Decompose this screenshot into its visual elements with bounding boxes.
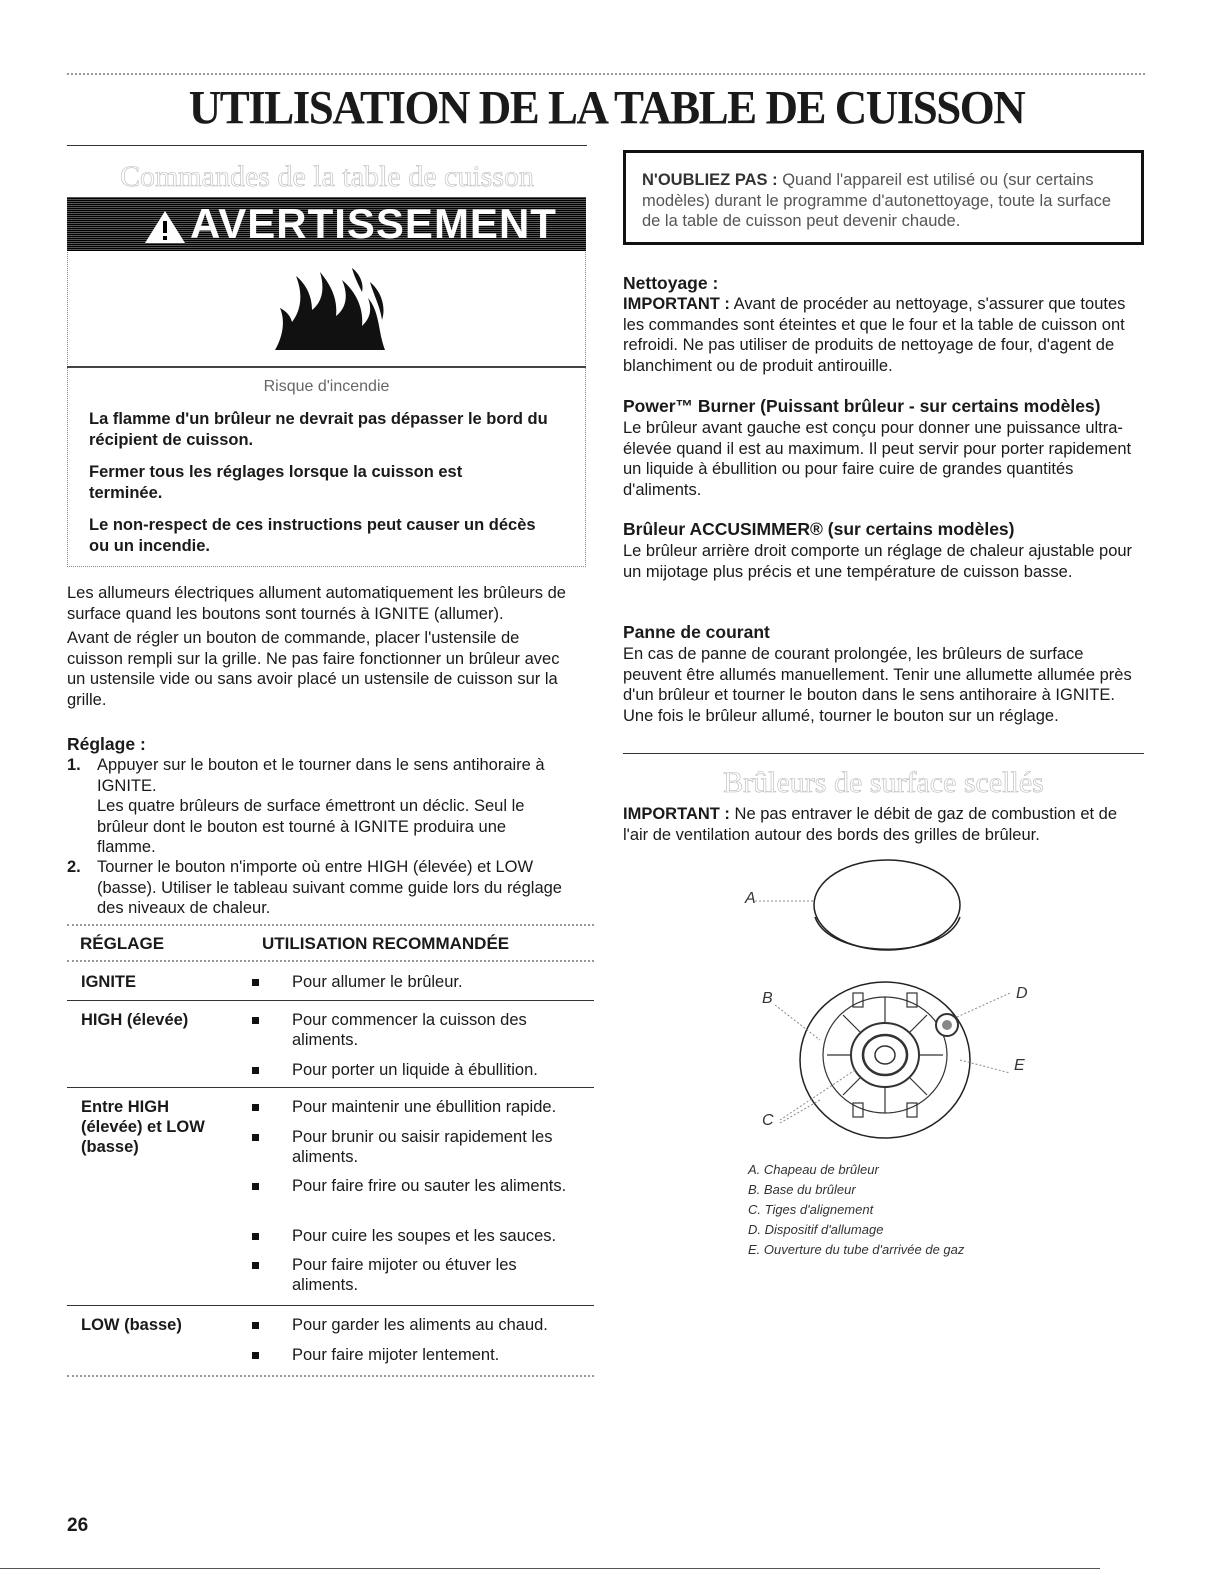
warning-triangle-icon	[144, 210, 186, 244]
table-header-utilisation: UTILISATION RECOMMANDÉE	[262, 934, 510, 953]
step-2-text: Tourner le bouton n'importe où entre HIGH (élevée) et LOW (basse). Utiliser le tableau suivant comme guide lors du réglage des niveaux de chaleur.	[97, 858, 562, 917]
fig-label-b: B	[762, 990, 773, 1007]
bottom-rule	[0, 1568, 1100, 1569]
table-bottom-rule	[67, 1375, 594, 1377]
row-label: Entre HIGH (élevée) et LOW (basse)	[81, 1098, 205, 1156]
table-row-divider	[67, 1305, 594, 1306]
row-label: LOW (basse)	[81, 1316, 182, 1334]
caption-d: D. Dispositif d'allumage	[748, 1222, 884, 1237]
warning-line-3: Le non-respect de ces instructions peut causer un décès ou un incendie.	[89, 516, 536, 555]
power-burner-heading: Power™ Burner (Puissant brûleur - sur certains modèles)	[623, 396, 1101, 416]
nettoyage-text	[623, 294, 1138, 376]
table-header-rule	[67, 960, 594, 962]
row-item: Pour cuire les soupes et les sauces.	[292, 1227, 557, 1245]
page-number: 26	[67, 1515, 89, 1536]
caption-b: B. Base du brûleur	[748, 1182, 856, 1197]
top-rule	[67, 73, 1145, 75]
note-bold: N'OUBLIEZ PAS :	[642, 171, 778, 189]
caption-a: A. Chapeau de brûleur	[748, 1162, 879, 1177]
nettoyage-body: Avant de procéder au nettoyage, s'assurer que toutes les commandes sont éteintes et que le four et la table de cuisson ont refroidi. Ne pas utiliser de produits de nettoyage de four, d'agent de blanchiment ou de produit antirouille.	[623, 295, 1126, 375]
left-section-rule	[67, 145, 587, 146]
important-body: Ne pas entraver le débit de gaz de combustion et de l'air de ventilation autour des bords des grilles de brûleur.	[623, 805, 1118, 844]
reglage-heading: Réglage :	[67, 734, 146, 754]
paragraph-avant-regler: Avant de régler un bouton de commande, placer l'ustensile de cuisson rempli sur la grille. Ne pas faire fonctionner un brûleur avec un ustensile vide ou sans avoir placé un ustensile de cuisson sur la grille.	[67, 629, 560, 709]
row-item: Pour porter un liquide à ébullition.	[292, 1061, 538, 1079]
accusimmer-text: Le brûleur arrière droit comporte un réglage de chaleur ajustable pour un mijotage plus précis et une température de cuisson basse.	[623, 542, 1133, 581]
row-item: Pour garder les aliments au chaud.	[292, 1316, 548, 1334]
fig-label-d: D	[1016, 985, 1028, 1002]
note-body: Quand l'appareil est utilisé ou (sur certains modèles) durant le programme d'autonettoyage, toute la surface de la table de cuisson peut devenir chaude.	[642, 171, 1112, 230]
fire-icon	[270, 262, 390, 354]
table-row-divider	[67, 1000, 594, 1001]
nettoyage-heading: Nettoyage :	[623, 273, 719, 293]
row-label: HIGH (élevée)	[81, 1011, 189, 1029]
panne-heading: Panne de courant	[623, 622, 770, 642]
warning-line-2: Fermer tous les réglages lorsque la cuisson est terminée.	[89, 463, 463, 502]
fig-label-a: A	[745, 890, 756, 907]
important-bold: IMPORTANT :	[623, 805, 730, 823]
warning-line-1: La flamme d'un brûleur ne devrait pas dépasser le bord du récipient de cuisson.	[89, 410, 548, 449]
row-item: Pour maintenir une ébullition rapide.	[292, 1098, 557, 1116]
right-section-rule	[623, 753, 1144, 754]
row-label: IGNITE	[81, 973, 137, 991]
paragraph-allumeurs: Les allumeurs électriques allument automatiquement les brûleurs de surface quand les boutons sont tournés à IGNITE (allumer).	[67, 584, 566, 623]
note-text	[642, 170, 1132, 232]
table-header-reglage: RÉGLAGE	[80, 934, 165, 953]
power-burner-text: Le brûleur avant gauche est conçu pour donner une puissance ultra-élevée quand il est au maximum. Il peut servir pour porter rapidement un liquide à ébullition ou pour faire cuire de grandes quantités d'aliments.	[623, 419, 1132, 499]
step-1-number: 1.	[67, 756, 81, 774]
burner-diagram	[735, 855, 1035, 1155]
table-top-rule	[67, 924, 594, 926]
scelles-section-title: Brûleurs de surface scellés	[723, 766, 1044, 799]
fig-label-e: E	[1014, 1057, 1025, 1074]
warning-risk-title: Risque d'incendie	[263, 378, 390, 395]
fig-label-c: C	[762, 1112, 774, 1129]
left-section-title: Commandes de la table de cuisson	[119, 160, 535, 193]
row-item: Pour faire frire ou sauter les aliments.	[292, 1177, 567, 1195]
accusimmer-heading: Brûleur ACCUSIMMER® (sur certains modèles)	[623, 519, 1015, 539]
row-item: Pour faire mijoter ou étuver les aliments.	[292, 1256, 517, 1294]
step-1-detail: Les quatre brûleurs de surface émettront un déclic. Seul le brûleur dont le bouton est tourné à IGNITE produira une flamme.	[97, 797, 525, 856]
page-title: UTILISATION DE LA TABLE DE CUISSON	[188, 81, 1025, 135]
row-item: Pour commencer la cuisson des aliments.	[292, 1011, 527, 1049]
row-item: Pour brunir ou saisir rapidement les aliments.	[292, 1128, 553, 1166]
caption-e: E. Ouverture du tube d'arrivée de gaz	[748, 1242, 965, 1257]
step-2-number: 2.	[67, 858, 81, 876]
warning-icon-divider	[67, 366, 586, 368]
row-item: Pour allumer le brûleur.	[292, 973, 463, 991]
step-1-text: Appuyer sur le bouton et le tourner dans le sens antihoraire à IGNITE.	[97, 756, 545, 795]
important-text	[623, 804, 1143, 845]
table-row-divider	[67, 1087, 594, 1088]
row-item: Pour faire mijoter lentement.	[292, 1346, 500, 1364]
caption-c: C. Tiges d'alignement	[748, 1202, 874, 1217]
warning-header-text: AVERTISSEMENT	[190, 200, 557, 247]
panne-text: En cas de panne de courant prolongée, les brûleurs de surface peuvent être allumés manuellement. Tenir une allumette allumée près d'un brûleur et tourner le bouton dans le sens antihoraire à IGNITE. Une fois le brûleur allumé, tourner le bouton sur un réglage.	[623, 645, 1132, 725]
nettoyage-bold: IMPORTANT :	[623, 295, 730, 313]
